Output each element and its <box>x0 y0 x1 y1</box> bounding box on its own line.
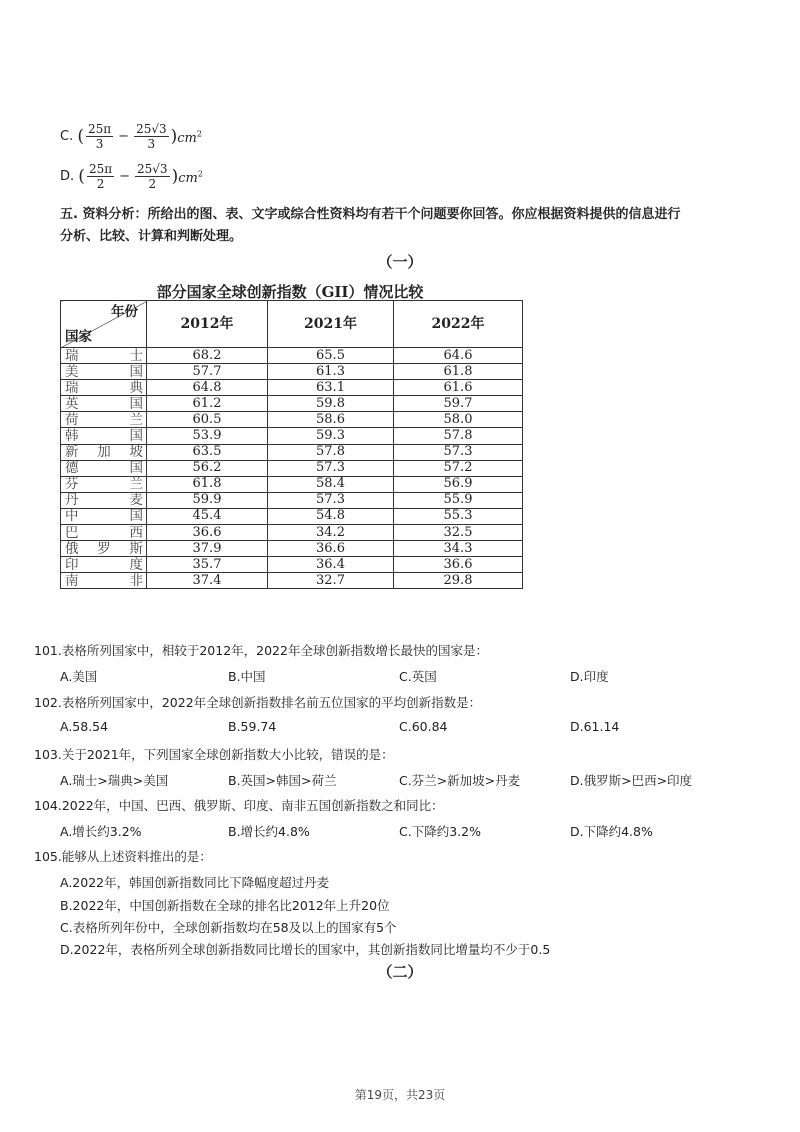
value-cell: 65.5 <box>268 348 394 364</box>
table-row <box>61 492 523 508</box>
table-title: 部分国家全球创新指数（GII）情况比较 <box>156 283 424 301</box>
table-row <box>61 428 523 444</box>
country-name: 印 度 <box>65 556 143 573</box>
choice-a: A.瑞士>瑞典>美国 <box>60 773 169 788</box>
value-cell: 34.3 <box>394 541 523 557</box>
country-name: 瑞 典 <box>65 379 143 396</box>
value-cell: 29.8 <box>394 573 523 589</box>
value-cell: 57.8 <box>268 444 394 460</box>
table-corner-header <box>61 301 147 348</box>
country-cell <box>61 364 147 380</box>
table-row <box>61 541 523 557</box>
header-country: 国家 <box>65 329 92 345</box>
value-cell: 63.5 <box>147 444 268 460</box>
value-cell: 56.9 <box>394 476 523 492</box>
value-cell: 45.4 <box>147 508 268 524</box>
country-cell <box>61 476 147 492</box>
choice-a: A.2022年，韩国创新指数同比下降幅度超过丹麦 <box>60 875 330 890</box>
fraction: $\frac{25√3}{2}$ <box>137 162 168 191</box>
country-name: 瑞 士 <box>65 347 143 364</box>
value-cell: 57.3 <box>394 444 523 460</box>
table-row <box>61 412 523 428</box>
fraction: $\frac{25\pi}{3}$ <box>88 122 112 151</box>
page-footer: 第19页，共23页 <box>354 1088 446 1102</box>
country-cell <box>61 508 147 524</box>
country-cell <box>61 444 147 460</box>
country-name: 新 加 坡 <box>65 444 143 461</box>
value-cell: 64.6 <box>394 348 523 364</box>
choice-b: B.中国 <box>228 669 266 684</box>
value-cell: 57.8 <box>394 428 523 444</box>
column-header: 2022年 <box>394 301 523 348</box>
question-105-stem: 105.能够从上述资料推出的是： <box>34 849 212 864</box>
gii-table-wrapper <box>60 300 523 589</box>
value-cell: 57.3 <box>268 492 394 508</box>
table-row <box>61 525 523 541</box>
choice-b: B.59.74 <box>228 719 277 734</box>
choice-d: D.61.14 <box>570 719 620 734</box>
value-cell: 60.5 <box>147 412 268 428</box>
choice-a: A.美国 <box>60 669 98 684</box>
value-cell: 58.6 <box>268 412 394 428</box>
choice-c: C.60.84 <box>399 719 448 734</box>
choice-a: A.增长约3.2% <box>60 824 142 839</box>
table-row <box>61 364 523 380</box>
choice-d: D.2022年，表格所列全球创新指数同比增长的国家中，其创新指数同比增量均不少于0.5 <box>60 942 551 957</box>
table-row <box>61 508 523 524</box>
section-heading <box>60 204 750 248</box>
option-d: D. ( $\frac{25\pi}{2}$ − $\frac{25√3}{2}$ )$cm^2$ <box>60 162 203 191</box>
table-row <box>61 444 523 460</box>
choice-c: C.英国 <box>399 669 437 684</box>
question-101-stem: 101.表格所列国家中，相较于2012年，2022年全球创新指数增长最快的国家是： <box>34 643 488 658</box>
value-cell: 37.4 <box>147 573 268 589</box>
option-letter: C. <box>60 129 74 144</box>
value-cell: 59.3 <box>268 428 394 444</box>
value-cell: 61.6 <box>394 380 523 396</box>
choice-b: B.2022年，中国创新指数在全球的排名比2012年上升20位 <box>60 898 390 913</box>
option-letter: D. <box>60 169 75 184</box>
value-cell: 61.8 <box>147 476 268 492</box>
value-cell: 55.3 <box>394 508 523 524</box>
value-cell: 36.6 <box>147 525 268 541</box>
country-cell <box>61 380 147 396</box>
value-cell: 55.9 <box>394 492 523 508</box>
value-cell: 61.2 <box>147 396 268 412</box>
part-one-heading: （一） <box>377 253 423 271</box>
choice-a: A.58.54 <box>60 719 109 734</box>
value-cell: 54.8 <box>268 508 394 524</box>
question-104-stem: 104.2022年，中国、巴西、俄罗斯、印度、南非五国创新指数之和同比： <box>34 798 444 813</box>
country-name: 南 非 <box>65 572 143 589</box>
value-cell: 34.2 <box>268 525 394 541</box>
value-cell: 61.3 <box>268 364 394 380</box>
header-year: 年份 <box>111 304 138 320</box>
gii-table <box>60 300 523 589</box>
value-cell: 64.8 <box>147 380 268 396</box>
table-row <box>61 396 523 412</box>
choice-b: B.增长约4.8% <box>228 824 310 839</box>
value-cell: 63.1 <box>268 380 394 396</box>
country-name: 英 国 <box>65 395 143 412</box>
choice-d: D.俄罗斯>巴西>印度 <box>570 773 693 788</box>
question-102-stem: 102.表格所列国家中，2022年全球创新指数排名前五位国家的平均创新指数是： <box>34 695 482 710</box>
table-row <box>61 380 523 396</box>
part-two-heading: （二） <box>377 963 423 981</box>
column-header: 2021年 <box>268 301 394 348</box>
country-cell <box>61 557 147 573</box>
country-cell <box>61 573 147 589</box>
value-cell: 61.8 <box>394 364 523 380</box>
table-row <box>61 557 523 573</box>
country-name: 荷 兰 <box>65 411 143 428</box>
country-cell <box>61 396 147 412</box>
country-name: 芬 兰 <box>65 476 143 493</box>
value-cell: 53.9 <box>147 428 268 444</box>
country-cell <box>61 541 147 557</box>
choice-d: D.印度 <box>570 669 609 684</box>
value-cell: 36.6 <box>394 557 523 573</box>
value-cell: 59.8 <box>268 396 394 412</box>
country-cell <box>61 412 147 428</box>
country-name: 中 国 <box>65 508 143 525</box>
country-cell <box>61 428 147 444</box>
country-cell <box>61 348 147 364</box>
country-name: 美 国 <box>65 363 143 380</box>
value-cell: 37.9 <box>147 541 268 557</box>
country-cell <box>61 525 147 541</box>
fraction: $\frac{25\pi}{2}$ <box>88 162 113 191</box>
value-cell: 36.6 <box>268 541 394 557</box>
country-name: 德 国 <box>65 460 143 477</box>
country-cell <box>61 460 147 476</box>
value-cell: 57.7 <box>147 364 268 380</box>
value-cell: 57.3 <box>268 460 394 476</box>
value-cell: 58.0 <box>394 412 523 428</box>
column-header: 2012年 <box>147 301 268 348</box>
choice-d: D.下降约4.8% <box>570 824 653 839</box>
value-cell: 32.7 <box>268 573 394 589</box>
choice-c: C.下降约3.2% <box>399 824 481 839</box>
choice-c: C.表格所列年份中，全球创新指数均在58及以上的国家有5个 <box>60 920 397 935</box>
country-name: 俄 罗 斯 <box>65 540 143 557</box>
value-cell: 57.2 <box>394 460 523 476</box>
value-cell: 32.5 <box>394 525 523 541</box>
choice-b: B.英国>韩国>荷兰 <box>228 773 337 788</box>
value-cell: 56.2 <box>147 460 268 476</box>
value-cell: 35.7 <box>147 557 268 573</box>
question-103-stem: 103.关于2021年，下列国家全球创新指数大小比较，错误的是： <box>34 747 394 762</box>
table-row <box>61 573 523 589</box>
value-cell: 68.2 <box>147 348 268 364</box>
table-row <box>61 476 523 492</box>
table-row <box>61 348 523 364</box>
value-cell: 36.4 <box>268 557 394 573</box>
value-cell: 58.4 <box>268 476 394 492</box>
option-c: C. ( $\frac{25\pi}{3}$ − $\frac{25√3}{3}$ )$cm^2$ <box>60 122 202 151</box>
country-name: 巴 西 <box>65 524 143 541</box>
choice-c: C.芬兰>新加坡>丹麦 <box>399 773 521 788</box>
section-line-2: 分析、比较、计算和判断处理。 <box>60 229 243 244</box>
country-cell <box>61 492 147 508</box>
country-name: 韩 国 <box>65 428 143 445</box>
country-name: 丹 麦 <box>65 492 143 509</box>
fraction: $\frac{25√3}{3}$ <box>136 122 167 151</box>
value-cell: 59.9 <box>147 492 268 508</box>
section-line-1: 五. 资料分析：所给出的图、表、文字或综合性资料均有若干个问题要你回答。你应根据资料提供的信息进行 <box>60 207 681 222</box>
table-row <box>61 460 523 476</box>
value-cell: 59.7 <box>394 396 523 412</box>
